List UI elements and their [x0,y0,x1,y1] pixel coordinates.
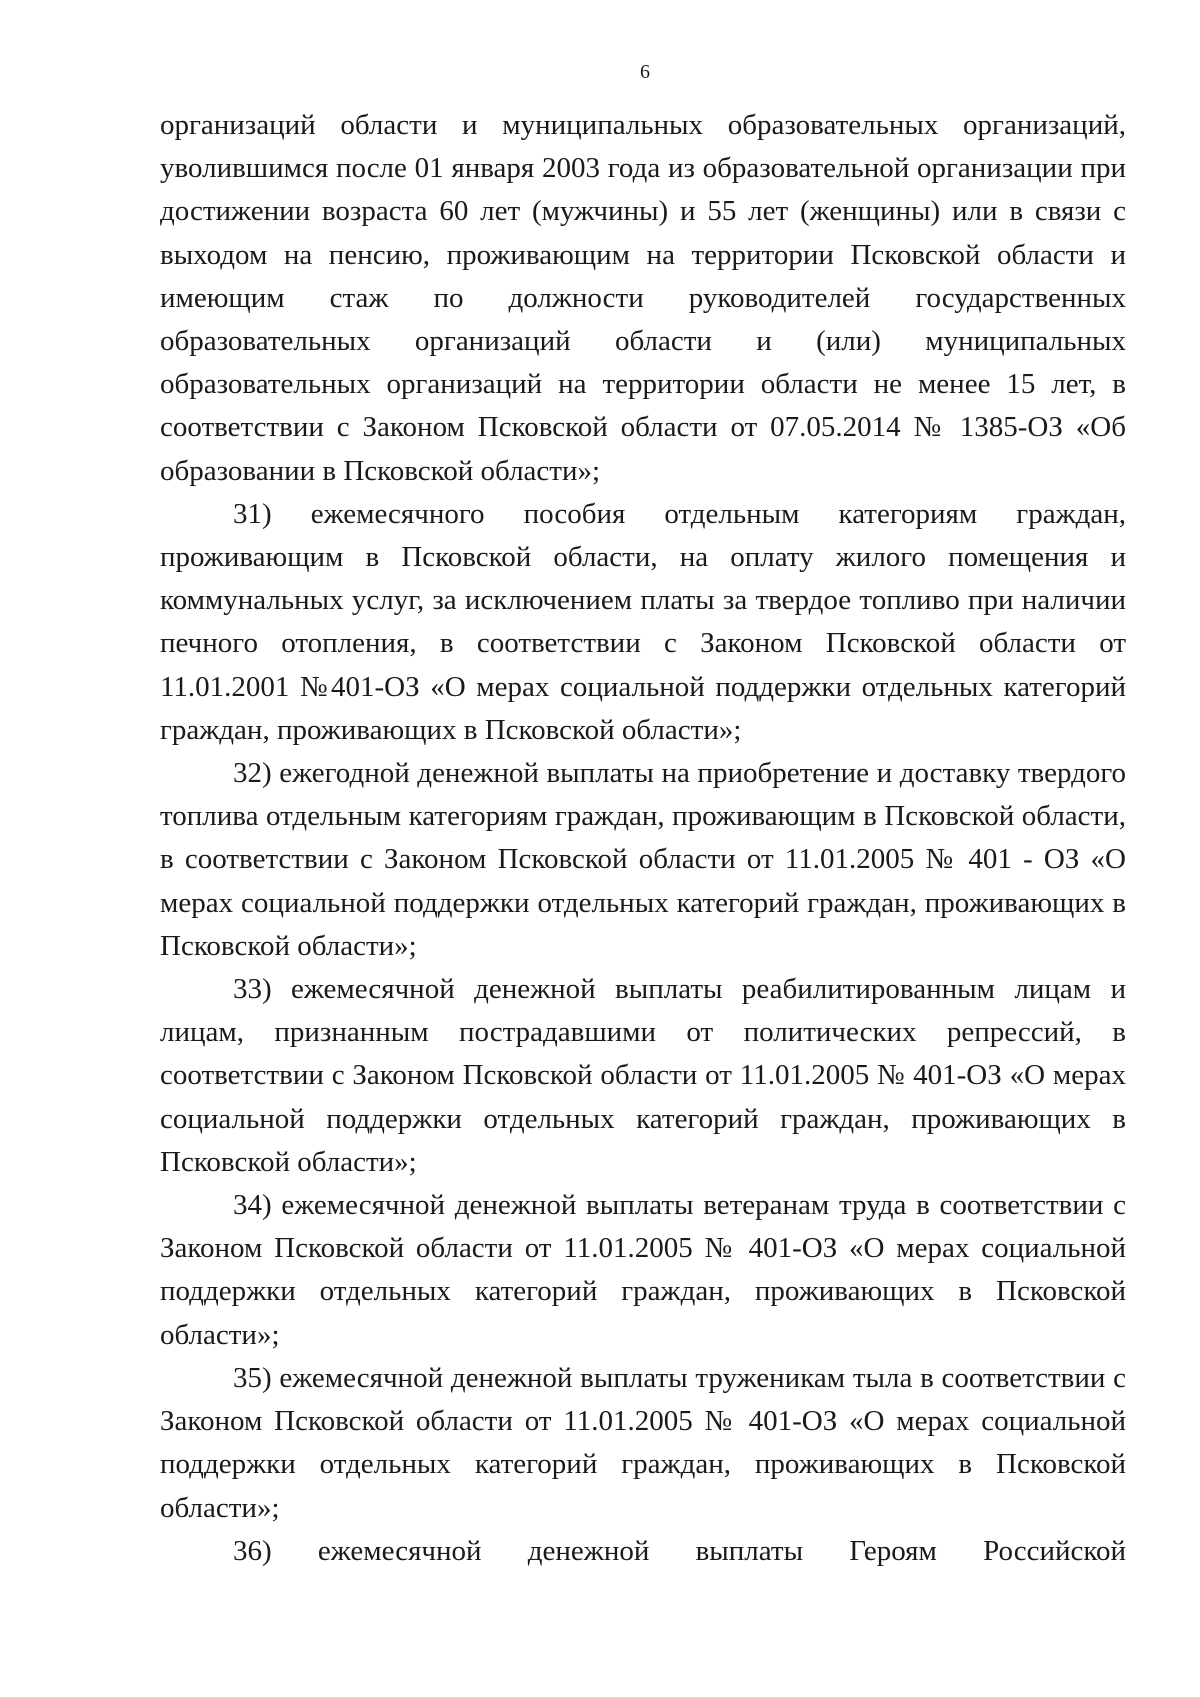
page-number: 6 [640,61,650,83]
paragraph-item-32: 32) ежегодной денежной выплаты на приобретение и доставку твердого топлива отдельным категориям граждан, проживающим в Псковской области, в соответствии с Законом Псковской области от 11.01.2005 № 401 - ОЗ «О мерах социальной поддержки отдельных категорий граждан, проживающих в Псковской области»; [160,757,1126,962]
paragraph-item-33: 33) ежемесячной денежной выплаты реабилитированным лицам и лицам, признанным пострадавшими от политических репрессий, в соответствии с Законом Псковской области от 11.01.2005 № 401-ОЗ «О мерах социальной поддержки отдельных категорий граждан, проживающих в Псковской области»; [160,973,1126,1178]
document-body [160,104,1126,1573]
paragraph-item-34: 34) ежемесячной денежной выплаты ветеранам труда в соответствии с Законом Псковской области от 11.01.2005 № 401-ОЗ «О мерах социальной поддержки отдельных категорий граждан, проживающих в Псковской области»; [160,1189,1126,1351]
paragraph-item-31: 31) ежемесячного пособия отдельным категориям граждан, проживающим в Псковской области, на оплату жилого помещения и коммунальных услуг, за исключением платы за твердое топливо при наличии печного отопления, в соответствии с Законом Псковской области от 11.01.2001 №401-ОЗ «О мерах социальной поддержки отдельных категорий граждан, проживающих в Псковской области»; [160,497,1126,746]
paragraph-item-35: 35) ежемесячной денежной выплаты труженикам тыла в соответствии с Законом Псковской области от 11.01.2005 № 401-ОЗ «О мерах социальной поддержки отдельных категорий граждан, проживающих в Псковской области»; [160,1361,1126,1524]
paragraph-continuation: организаций области и муниципальных образовательных организаций, уволившимся после 01 января 2003 года из образовательной организации при достижении возраста 60 лет (мужчины) и 55 лет (женщины) или в связи с выходом на пенсию, проживающим на территории Псковской области и имеющим стаж по должности руководителей государственных образовательных организаций области и (или) муниципальных образовательных организаций на территории области не менее 15 лет, в соответствии с Законом Псковской области от 07.05.2014 № 1385-ОЗ «Об образовании в Псковской области»; [160,109,1126,487]
paragraph-item-36: 36) ежемесячной денежной выплаты Героям Российской [233,1534,1126,1567]
